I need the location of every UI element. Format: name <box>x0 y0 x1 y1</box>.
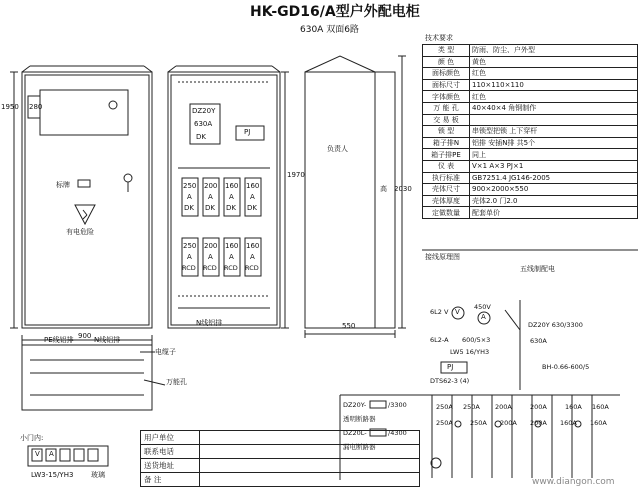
front-dim-handle: 280 <box>29 103 43 111</box>
table-value: 红色 <box>470 68 638 80</box>
table-key: 壳体尺寸 <box>423 184 470 196</box>
branch-current: 160A <box>592 403 609 411</box>
table-row <box>423 207 638 219</box>
table-value: 110×110×110 <box>470 79 638 91</box>
legend-rcd-desc: 漏电断路器 <box>343 443 376 451</box>
door-volt-meter: V <box>35 450 40 458</box>
branch-current-lower: 160A <box>560 419 577 427</box>
door-amp-meter: A <box>49 450 54 458</box>
table-row <box>141 431 420 445</box>
volt-meter-label: 6L2 V <box>430 308 449 316</box>
branch-current: 250A <box>436 403 453 411</box>
n-busbar-label: N线铝排 <box>196 319 223 327</box>
door-glass-label: 玻璃 <box>91 471 105 479</box>
table-row <box>423 91 638 103</box>
table-key: 字体颜色 <box>423 91 470 103</box>
main-breaker-tag: DK <box>196 133 206 141</box>
door-panel <box>28 446 108 466</box>
side-height-label: 高 <box>380 185 387 193</box>
table-row <box>423 172 638 184</box>
specs-title: 技术要求 <box>425 34 453 42</box>
main-breaker-model: DZ20Y <box>192 107 216 115</box>
table-row <box>423 195 638 207</box>
dk-breaker-tag: DK <box>184 204 194 212</box>
dk-breaker-tag: DK <box>205 204 215 212</box>
main-breaker-current: 630A <box>194 120 213 128</box>
volt-range: 450V <box>474 303 491 311</box>
door-title: 小门内: <box>20 434 44 442</box>
table-row <box>423 79 638 91</box>
ct-label: DTS62-3 (4) <box>430 377 470 385</box>
table-value: 铝排 安插N排 共5个 <box>470 137 638 149</box>
table-key: 送货地址 <box>141 459 200 473</box>
table-key: 仪 表 <box>423 160 470 172</box>
table-row <box>423 68 638 80</box>
inner-dim-height: 1970 <box>287 171 305 179</box>
dk-breaker-value: 200 <box>204 182 218 190</box>
dk-breaker-value: 250 <box>183 182 197 190</box>
rcd-breaker-unit: A <box>208 253 213 261</box>
dk-breaker-value: 160 <box>225 182 239 190</box>
table-row <box>423 45 638 57</box>
table-key: 箱子排PE <box>423 149 470 161</box>
warning-label: 有电危险 <box>66 228 94 236</box>
legend-rcd-suffix: /4300 <box>388 429 407 437</box>
table-key: 用户单位 <box>141 431 200 445</box>
legend-breaker-suffix: /3300 <box>388 401 407 409</box>
amp-meter-label: 6L2-A <box>430 336 449 344</box>
branch-current-lower: 200A <box>530 419 547 427</box>
customer-info-table <box>140 430 420 487</box>
volt-meter-symbol: V <box>455 308 460 316</box>
table-value <box>200 459 420 473</box>
amp-meter-symbol: A <box>481 313 486 321</box>
table-row <box>141 445 420 459</box>
rcd-breaker-tag: RCD <box>203 264 217 272</box>
bottom-view <box>22 345 165 410</box>
table-value: 配套单价 <box>470 207 638 219</box>
table-key: 箱子排N <box>423 137 470 149</box>
front-dim-height: 1950 <box>1 103 19 111</box>
amp-range: 600/5×3 <box>462 336 491 344</box>
table-key: 交 易 板 <box>423 114 470 126</box>
table-key: 壳体厚度 <box>423 195 470 207</box>
watermark: www.diangon.com <box>532 477 615 487</box>
side-view <box>305 56 406 338</box>
terminal-label: 电缆子 <box>155 348 176 356</box>
rcd-breaker-value: 160 <box>225 242 239 250</box>
page-subtitle: 630A 双面6路 <box>300 25 359 35</box>
table-row <box>423 114 638 126</box>
table-key: 联系电话 <box>141 445 200 459</box>
legend-breaker-code: DZ20Y- <box>343 401 367 409</box>
table-row <box>141 459 420 473</box>
table-row <box>423 137 638 149</box>
table-value: 黄色 <box>470 56 638 68</box>
table-value: 900×2000×550 <box>470 184 638 196</box>
main-breaker-current-label: 630A <box>530 337 547 345</box>
table-value: V×1 A×3 PJ×1 <box>470 160 638 172</box>
branch-current-lower: 200A <box>500 419 517 427</box>
table-row <box>423 56 638 68</box>
table-row <box>423 149 638 161</box>
dk-breaker-unit: A <box>250 193 255 201</box>
branch-current: 250A <box>463 403 480 411</box>
dk-breaker-value: 160 <box>246 182 260 190</box>
dk-breaker-unit: A <box>187 193 192 201</box>
spd-label: BH-0.66-600/5 <box>542 363 590 371</box>
table-value: 同上 <box>470 149 638 161</box>
schematic-title: 接线原理图 <box>425 253 460 261</box>
pe-busbar-label: PE线铝排 <box>44 336 74 344</box>
table-key: 定做数量 <box>423 207 470 219</box>
branch-current: 200A <box>495 403 512 411</box>
branch-current: 160A <box>565 403 582 411</box>
table-key: 万 能 孔 <box>423 102 470 114</box>
dk-breaker-unit: A <box>208 193 213 201</box>
table-value: 壳体2.0 门2.0 <box>470 195 638 207</box>
rcd-breaker-unit: A <box>187 253 192 261</box>
spec-table <box>422 44 638 219</box>
table-value <box>200 431 420 445</box>
rcd-breaker-tag: RCD <box>245 264 259 272</box>
table-key: 面标尺寸 <box>423 79 470 91</box>
side-dim-height: 2030 <box>394 185 412 193</box>
pj-label: PJ <box>244 128 251 136</box>
table-key: 类 型 <box>423 45 470 57</box>
branch-current-lower: 250A <box>436 419 453 427</box>
table-value <box>200 445 420 459</box>
rcd-breaker-value: 250 <box>183 242 197 250</box>
schematic-system: 五线制配电 <box>520 265 555 273</box>
dk-breaker-unit: A <box>229 193 234 201</box>
table-value <box>200 473 420 487</box>
table-value: 防雨、防尘、户外型 <box>470 45 638 57</box>
n-busbar-bottom-label: N线铝排 <box>94 336 121 344</box>
rcd-breaker-value: 200 <box>204 242 218 250</box>
main-breaker-label: DZ20Y 630/3300 <box>528 321 583 329</box>
dk-breaker-tag: DK <box>226 204 236 212</box>
table-key: 备 注 <box>141 473 200 487</box>
table-value: 40×40×4 角钢制作 <box>470 102 638 114</box>
legend-rcd-code: DZ20L- <box>343 429 367 437</box>
rcd-breaker-value: 160 <box>246 242 260 250</box>
table-row <box>423 126 638 138</box>
front-dim-width: 900 <box>78 332 92 340</box>
table-value: 红色 <box>470 91 638 103</box>
side-dim-depth: 550 <box>342 322 356 330</box>
table-key: 面标颜色 <box>423 68 470 80</box>
table-value <box>470 114 638 126</box>
responsible-label: 负责人 <box>327 145 348 153</box>
door-switch-label: LW3-15/YH3 <box>31 471 74 479</box>
branch-current-lower: 250A <box>470 419 487 427</box>
table-key: 颜 色 <box>423 56 470 68</box>
table-value: GB7251.4 JG146-2005 <box>470 172 638 184</box>
branch-current-lower: 160A <box>590 419 607 427</box>
switch-label: LW5 16/YH3 <box>450 348 490 356</box>
table-value: 串锁型把锁 上下穿杆 <box>470 126 638 138</box>
pj-meter-label: PJ <box>447 363 454 371</box>
table-row <box>423 102 638 114</box>
rcd-breaker-unit: A <box>229 253 234 261</box>
page-title: HK-GD16/A型户外配电柜 <box>250 4 420 20</box>
dk-breaker-tag: DK <box>247 204 257 212</box>
rcd-breaker-tag: RCD <box>182 264 196 272</box>
branch-current: 200A <box>530 403 547 411</box>
rcd-breaker-tag: RCD <box>224 264 238 272</box>
cable-hole-label: 万能孔 <box>166 378 187 386</box>
table-row <box>141 473 420 487</box>
table-key: 锁 型 <box>423 126 470 138</box>
legend-breaker-desc: 透明断路器 <box>343 415 376 423</box>
table-key: 执行标准 <box>423 172 470 184</box>
table-row <box>423 160 638 172</box>
table-row <box>423 184 638 196</box>
nameplate-label: 标牌 <box>56 181 70 189</box>
rcd-breaker-unit: A <box>250 253 255 261</box>
